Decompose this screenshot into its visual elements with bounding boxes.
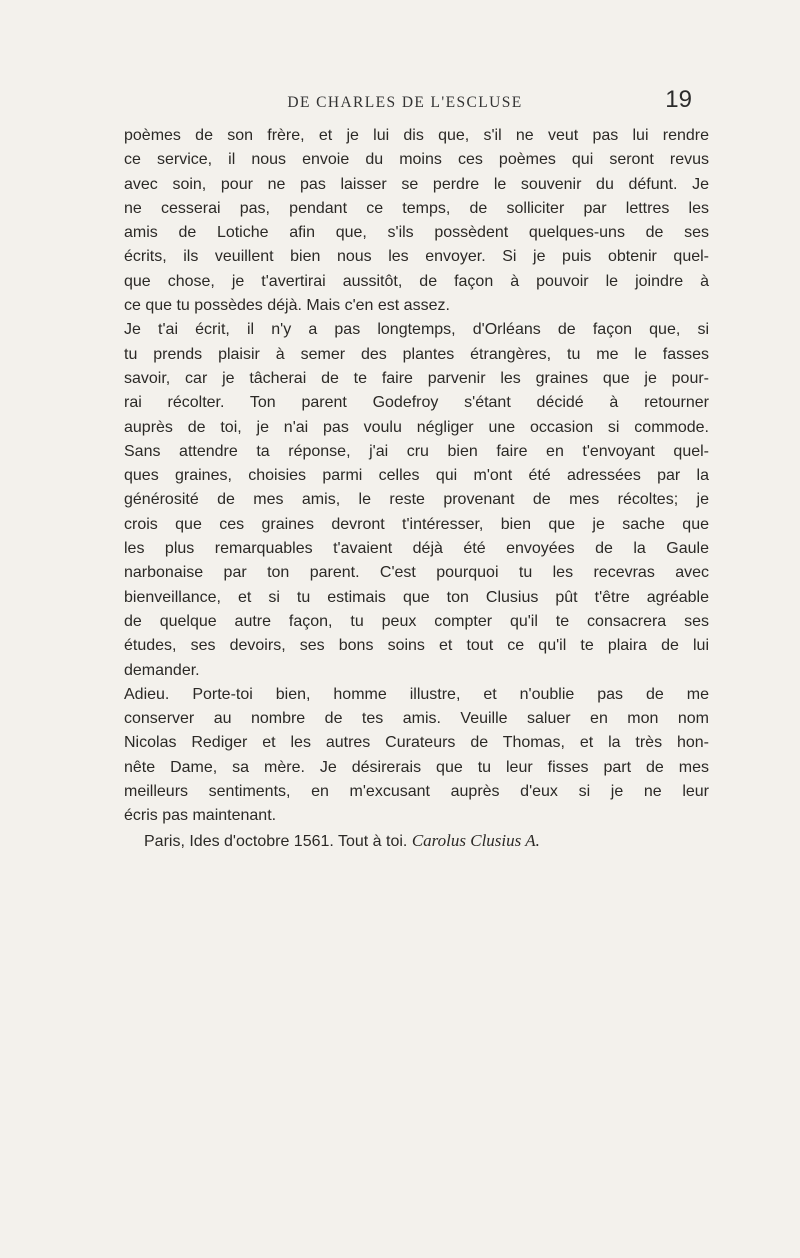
text-line: demander. bbox=[124, 661, 200, 679]
text-line: ce service, il nous envoie du moins ces poèmes qui seront revus bbox=[124, 151, 709, 169]
place-date: Paris, Ides d'octobre 1561. Tout à toi. bbox=[144, 832, 408, 850]
text-line: études, ses devoirs, ses bons soins et tout ce qu'il te plaira de lui bbox=[124, 637, 709, 655]
text-line: crois que ces graines devront t'intéresser, bien que je sache que bbox=[124, 515, 709, 533]
paragraph-2 bbox=[124, 318, 709, 682]
text-line: les plus remarquables t'avaient déjà été envoyées de la Gaule bbox=[124, 540, 709, 558]
text-line: de quelque autre façon, tu peux compter qu'il te consacrera ses bbox=[124, 612, 709, 630]
text-line: que chose, je t'avertirai aussitôt, de façon à pouvoir le joindre à bbox=[124, 272, 709, 290]
page-number: 19 bbox=[665, 86, 692, 113]
text-line: tu prends plaisir à semer des plantes étrangères, tu me le fasses bbox=[124, 345, 709, 363]
text-line: ce que tu possèdes déjà. Mais c'en est assez. bbox=[124, 297, 450, 315]
running-head bbox=[120, 88, 690, 116]
paragraph-1 bbox=[124, 124, 709, 318]
text-line: poèmes de son frère, et je lui dis que, s'il ne veut pas lui rendre bbox=[124, 127, 709, 144]
paragraph-3 bbox=[124, 683, 709, 829]
text-line: rai récolter. Ton parent Godefroy s'étant décidé à retourner bbox=[124, 394, 709, 412]
text-line: narbonaise par ton parent. C'est pourquoi tu les recevras avec bbox=[124, 564, 709, 582]
text-line: amis de Lotiche afin que, s'ils possèdent quelques-uns de ses bbox=[124, 224, 709, 242]
signature: Carolus Clusius A. bbox=[411, 830, 540, 850]
text-line: conserver au nombre de tes amis. Veuille saluer en mon nom bbox=[124, 710, 709, 728]
text-line: bienveillance, et si tu estimais que ton Clusius pût t'être agréable bbox=[124, 588, 709, 606]
text-line: ques graines, choisies parmi celles qui m'ont été adressées par la bbox=[124, 467, 709, 485]
text-line: générosité de mes amis, le reste provenant de mes récoltes; je bbox=[124, 491, 709, 509]
body-text bbox=[124, 124, 709, 854]
text-line: écrits, ils veuillent bien nous les envoyer. Si je puis obtenir quel- bbox=[124, 248, 709, 266]
text-line: écris pas maintenant. bbox=[124, 807, 277, 825]
text-line: avec soin, pour ne pas laisser se perdre le souvenir du défunt. Je bbox=[124, 175, 709, 193]
text-line: Adieu. Porte-toi bien, homme illustre, et n'oublie pas de me bbox=[124, 685, 709, 703]
text-line: Nicolas Rediger et les autres Curateurs de Thomas, et la très hon- bbox=[124, 734, 709, 752]
closing-line bbox=[124, 829, 709, 854]
text-line: savoir, car je tâcherai de te faire parvenir les graines que je pour- bbox=[124, 369, 709, 387]
text-line: Je t'ai écrit, il n'y a pas longtemps, d'Orléans de façon que, si bbox=[124, 321, 709, 339]
text-line: Sans attendre ta réponse, j'ai cru bien faire en t'envoyant quel- bbox=[124, 442, 709, 460]
text-line: auprès de toi, je n'ai pas voulu négliger une occasion si commode. bbox=[124, 418, 709, 436]
text-line: ne cesserai pas, pendant ce temps, de solliciter par lettres les bbox=[124, 199, 709, 217]
running-title: DE CHARLES DE L'ESCLUSE bbox=[287, 94, 523, 111]
text-line: nête Dame, sa mère. Je désirerais que tu leur fisses part de mes bbox=[124, 758, 709, 776]
text-line: meilleurs sentiments, en m'excusant auprès d'eux si je ne leur bbox=[124, 783, 709, 801]
